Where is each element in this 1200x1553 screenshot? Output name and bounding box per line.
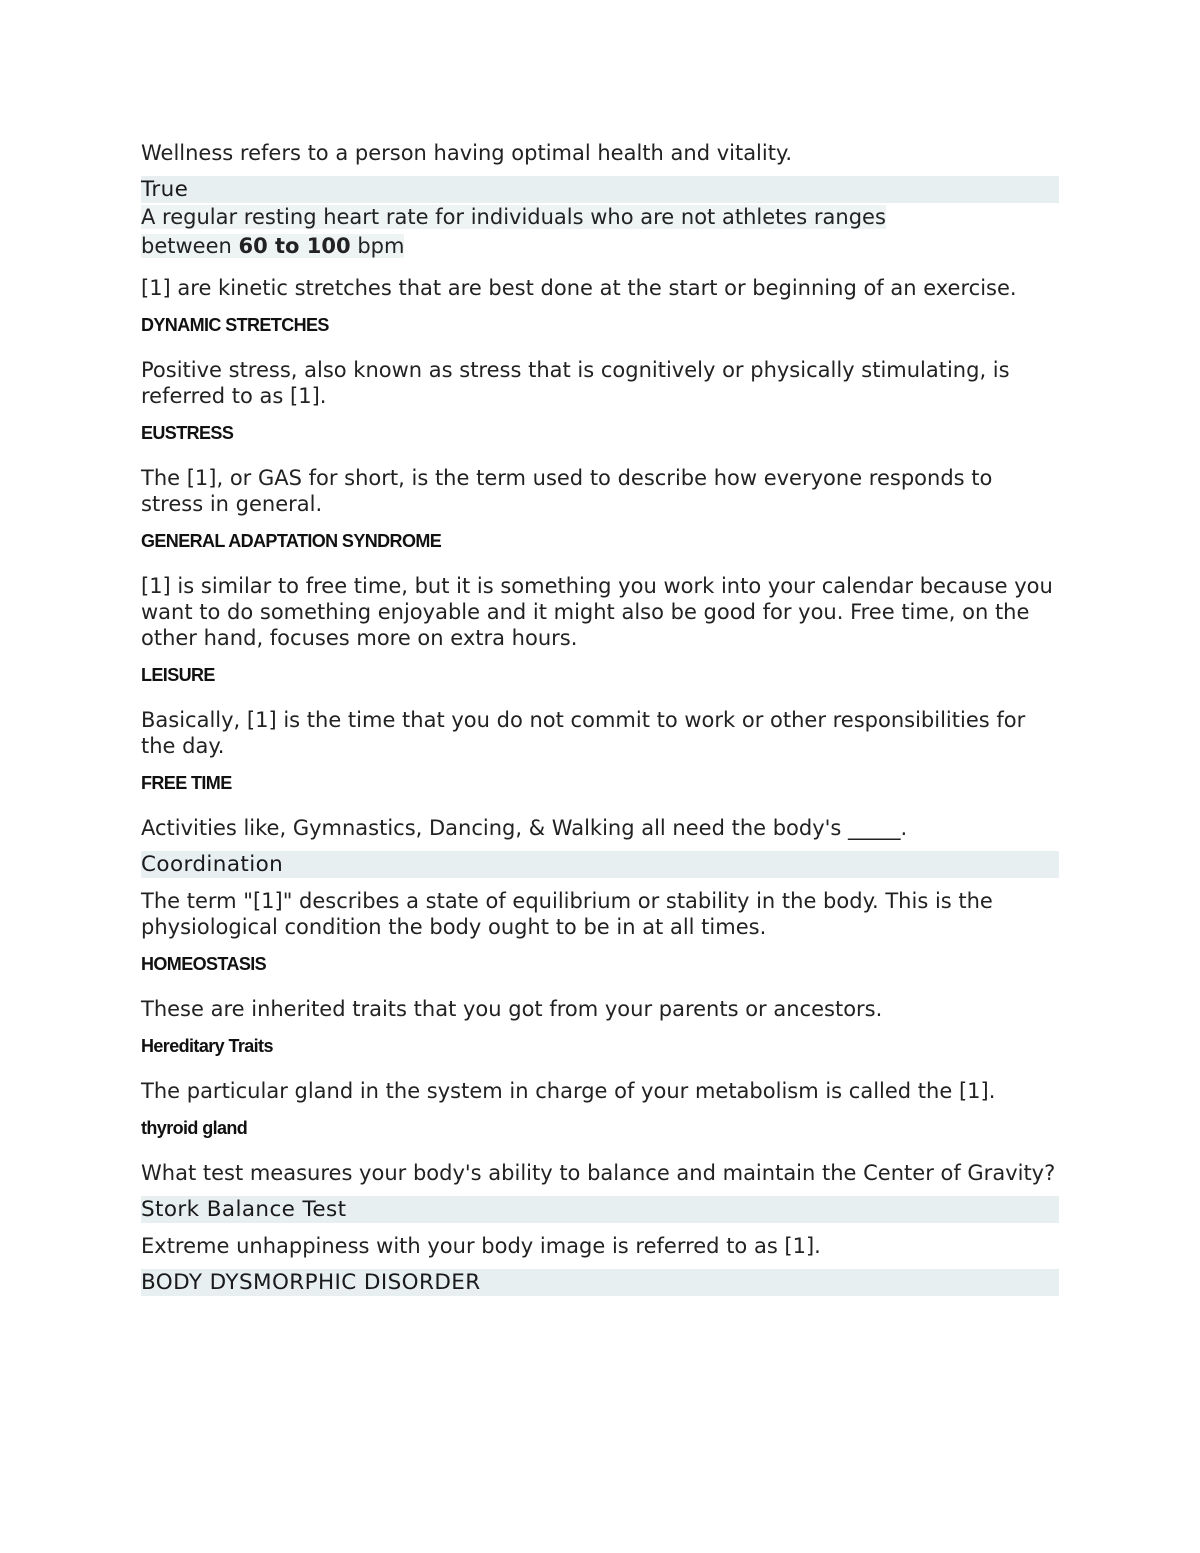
question-10: These are inherited traits that you got from your parents or ancestors. xyxy=(141,997,883,1021)
question-2 xyxy=(141,203,1059,261)
question-2-line-2-prefix: between xyxy=(141,234,239,258)
question-5: The [1], or GAS for short, is the term used to describe how everyone responds to stress in general. xyxy=(141,466,993,516)
answer-12: Stork Balance Test xyxy=(141,1196,1059,1223)
answer-8: Coordination xyxy=(141,851,1059,878)
answer-7: FREE TIME xyxy=(141,773,232,793)
answer-5: GENERAL ADAPTATION SYNDROME xyxy=(141,531,442,551)
question-8: Activities like, Gymnastics, Dancing, & Walking all need the body's _____. xyxy=(141,816,908,840)
question-4: Positive stress, also known as stress that is cognitively or physically stimulating, is referred to as [1]. xyxy=(141,358,1010,408)
answer-11: thyroid gland xyxy=(141,1118,248,1138)
question-6: [1] is similar to free time, but it is something you work into your calendar because you want to do something enjoyable and it might also be good for you. Free time, on the other hand, focuses more on extra hours. xyxy=(141,574,1053,650)
answer-10: Hereditary Traits xyxy=(141,1036,273,1056)
answer-3: DYNAMIC STRETCHES xyxy=(141,315,329,335)
question-2-line-2 xyxy=(141,234,404,258)
answer-4: EUSTRESS xyxy=(141,423,234,443)
question-2-line-1: A regular resting heart rate for individuals who are not athletes ranges xyxy=(141,205,886,229)
question-7: Basically, [1] is the time that you do not commit to work or other responsibilities for the day. xyxy=(141,708,1026,758)
question-2-answer: 60 to 100 xyxy=(238,234,351,258)
answer-6: LEISURE xyxy=(141,665,215,685)
quiz-content xyxy=(141,140,1059,1296)
question-9: The term "[1]" describes a state of equilibrium or stability in the body. This is the physiological condition the body ought to be in at all times. xyxy=(141,889,993,939)
answer-13: BODY DYSMORPHIC DISORDER xyxy=(141,1269,1059,1296)
question-2-suffix: bpm xyxy=(350,234,405,258)
question-13: Extreme unhappiness with your body image is referred to as [1]. xyxy=(141,1234,821,1258)
question-12: What test measures your body's ability to balance and maintain the Center of Gravity? xyxy=(141,1161,1056,1185)
question-1: Wellness refers to a person having optimal health and vitality. xyxy=(141,141,793,165)
question-3: [1] are kinetic stretches that are best done at the start or beginning of an exercise. xyxy=(141,276,1017,300)
question-11: The particular gland in the system in charge of your metabolism is called the [1]. xyxy=(141,1079,996,1103)
answer-9: HOMEOSTASIS xyxy=(141,954,267,974)
answer-1: True xyxy=(141,176,1059,203)
